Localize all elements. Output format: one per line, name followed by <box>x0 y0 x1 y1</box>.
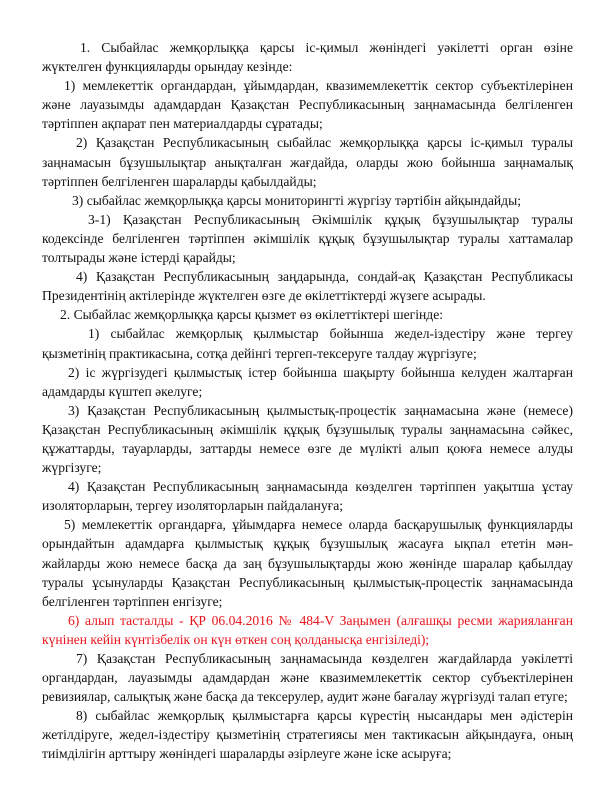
paragraph-2-7: 7) Қазақстан Республикасының заңнамасында көзделген жағдайларда уәкілетті органдардан, лауазымды адамдардан және квазимемлекеттік сектор субъектілерінен ревизиялар, салықтық және басқа да тексерулер, аудит және бағалау жүргізуді талап етуге; <box>42 651 573 705</box>
paragraph-2-2: 2) іс жүргізудегі қылмыстық істер бойынша шақырту бойынша келуден жалтарған адамдарды күштеп әкелуге; <box>42 364 573 399</box>
paragraph-2-3: 3) Қазақстан Республикасының қылмыстық-процестік заңнамасына және (немесе) Қазақстан Республикасының әкімшілік құқық бұзушылық туралы заңнамасына сәйкес, құжаттарды, тауарларды, заттарды немесе өзге де мүлікті алып қоюға немесе алуды жүргізуге; <box>42 402 573 476</box>
paragraph-1-1: 1) мемлекеттік органдардан, ұйымдардан, квазимемлекеттік сектор субъектілерінен және лауазымды адамдардан Қазақстан Республикасының заңнамасында белгіленген тәртіппен ақпарат пен материалдарды сұратады; <box>42 78 573 132</box>
paragraph-2: 2. Сыбайлас жемқорлыққа қарсы қызмет өз өкілеттіктері шегінде: <box>60 307 444 323</box>
paragraph-1-2: 2) Қазақстан Республикасының сыбайлас жемқорлыққа қарсы іс-қимыл туралы заңнамасын бұзушылықтар анықталған жағдайда, оларды жою бойынша заңнамалық тәртіппен белгіленген шараларды қабылдайды; <box>42 135 573 189</box>
paragraph-2-5: 5) мемлекеттік органдарға, ұйымдарға немесе оларда басқарушылық функцияларды орындайтын адамдарға қылмыстық құқық бұзушылық жасауға ықпал ететін мән-жайларды жою немесе басқа да заң бұзушылықтарды жою жөнінде шаралар қабылдау туралы ұсынуларды Қазақстан Республикасының қылмыстық-процестік заңнамасында белгіленген тәртіппен енгізуге; <box>42 517 573 609</box>
paragraph-1-3-1: 3-1) Қазақстан Республикасының Әкімшілік құқық бұзушылықтар туралы кодексінде белгіленген тәртіппен әкімшілік құқық бұзушылықтар туралы хаттамалар толтырады және істерді қарайды; <box>42 211 573 266</box>
paragraph-1-4: 4) Қазақстан Республикасының заңдарында, сондай-ақ Қазақстан Республикасы Президентінің актілерінде жүктелген өзге де өкілеттіктерді жүзеге асырады. <box>42 269 573 304</box>
paragraph-1: 1. Сыбайлас жемқорлыққа қарсы іс-қимыл жөніндегі уәкілетті орган өзіне жүктелген функцияларды орындау кезінде: <box>42 40 573 75</box>
paragraph-2-4: 4) Қазақстан Республикасының заңнамасында көзделген тәртіппен уақытша ұстау изоляторларын, тергеу изоляторларын пайдалануға; <box>42 479 573 514</box>
paragraph-2-1: 1) сыбайлас жемқорлық қылмыстар бойынша жедел-іздестіру және тергеу қызметінің практикасына, сотқа дейінгі тергеп-тексеруге талдау жүргізуге; <box>42 326 573 361</box>
paragraph-2-6-repealed: 6) алып тасталды - ҚР 06.04.2016 № 484-V Заңымен (алғашқы ресми жарияланған күнінен кейін күнтізбелік он күн өткен соң қолданысқа енгізіледі); <box>42 612 573 647</box>
paragraph-1-3: 3) сыбайлас жемқорлыққа қарсы мониторингті жүргізу тәртібін айқындайды; <box>72 192 521 208</box>
paragraph-2-8: 8) сыбайлас жемқорлық қылмыстарға қарсы күрестің нысандары мен әдістерін жетілдіруге, жедел-іздестіру қызметінің стратегиясы мен тактикасын айқындауға, оның тиімділігін арттыру жөніндегі шараларды әзірлеуге және іске асыруға; <box>42 708 573 762</box>
document-body <box>42 38 573 764</box>
